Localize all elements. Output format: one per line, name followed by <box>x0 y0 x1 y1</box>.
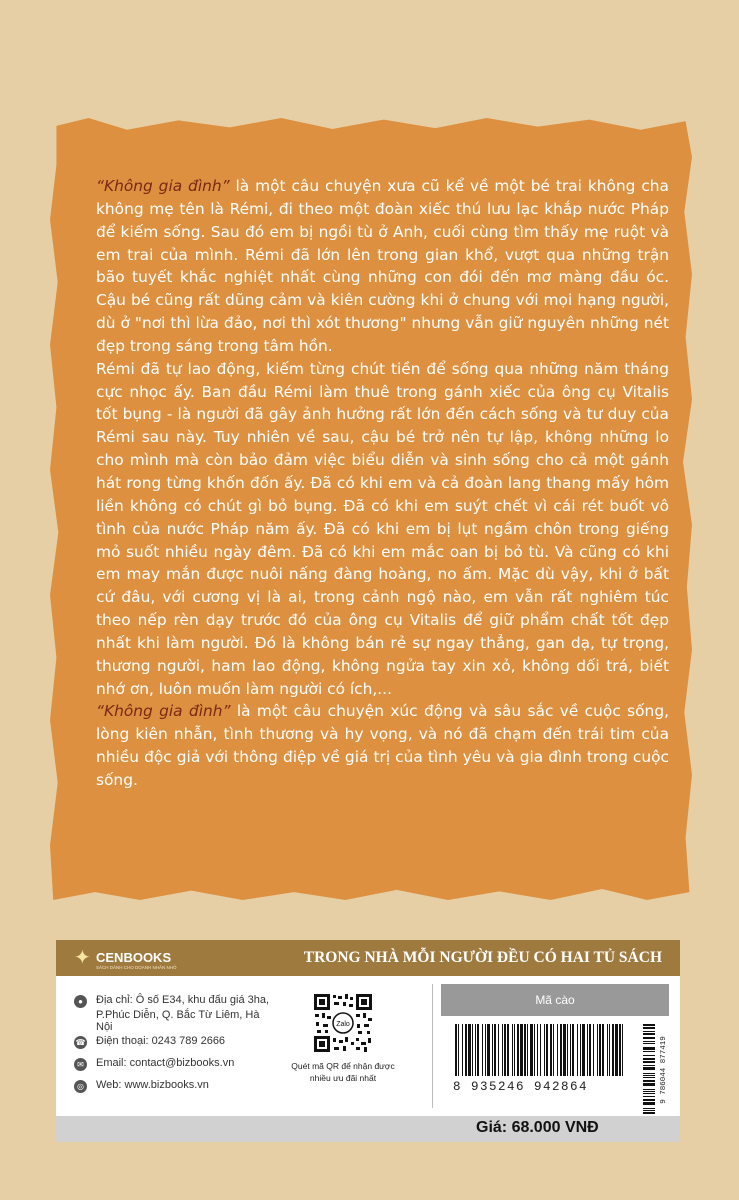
price-label: Giá: 68.000 VNĐ <box>476 1119 599 1136</box>
publisher-band <box>56 940 680 976</box>
paragraph-1-text: là một câu chuyện xưa cũ kể về một bé trai không cha không mẹ tên là Rémi, đi theo một đoàn xiếc thú lưu lạc khắp nước Pháp để kiếm sống. Sau đó em bị ngồi tù ở Anh, cuối cùng tìm thấy mẹ ruột và em trai của mình. Rémi đã lớn lên trong gian khổ, vượt qua những trận bão tuyết khắc nghiệt nhất cùng những con đói đến mơ màng đầu óc. Cậu bé cũng rất dũng cảm và kiên cường khi ở chung với mọi hạng người, dù ở "nơi thì lừa đảo, nơi thì xót thương" nhưng vẫn giữ nguyên những nét đẹp trong sáng trong tâm hồn. <box>96 177 669 355</box>
isbn-barcode <box>455 1024 625 1076</box>
qr-caption <box>290 1060 396 1084</box>
qr-caption-line-1: Quét mã QR để nhận được <box>291 1061 395 1071</box>
star-person-icon: ✦ <box>74 945 91 969</box>
scratch-code-field[interactable]: Mã cào <box>441 984 669 1016</box>
address-row <box>74 994 274 1032</box>
publisher-info-area <box>56 976 680 1116</box>
web-text: Web: www.bizbooks.vn <box>96 1079 209 1091</box>
description-paragraph-3 <box>96 700 669 791</box>
contact-block <box>74 994 274 1101</box>
mail-icon: ✉ <box>74 1058 87 1071</box>
publisher-name: CENBOOKS <box>96 950 172 965</box>
web-row <box>74 1079 274 1101</box>
side-barcode-number: 9 786044 877419 <box>660 1036 668 1104</box>
publisher-tagline: SÁCH DÀNH CHO DOANH NHÂN NHỎ <box>96 965 177 970</box>
email-row <box>74 1057 274 1079</box>
globe-icon: ◎ <box>74 1080 87 1093</box>
paragraph-3-text: là một câu chuyện xúc động và sâu sắc về cuộc sống, lòng kiên nhẫn, tình thương và hy vọng, và nó đã chạm đến trái tim của nhiều độc giả với thông điệp về giá trị của tình yêu và gia đình trong cuộc sống. <box>96 702 669 789</box>
phone-row <box>74 1035 274 1057</box>
isbn-number: 8 935246 942864 <box>453 1080 589 1094</box>
email-text: Email: contact@bizbooks.vn <box>96 1057 235 1069</box>
book-description <box>96 175 669 792</box>
description-paragraph-1 <box>96 175 669 358</box>
book-title-quote-2: “Không gia đình” <box>96 702 231 721</box>
barcode-panel <box>432 984 677 1108</box>
description-paragraph-2: Rémi đã tự lao động, kiếm từng chút tiền để sống qua những năm tháng cực nhọc ấy. Ban đầu Rémi làm thuê trong gánh xiếc của ông cụ Vitalis tốt bụng - là người đã gây ảnh hưởng rất lớn đến cách sống và tư duy của Rémi sau này. Tuy nhiên về sau, cậu bé trở nên tự lập, không những lo cho mình mà còn bảo đảm việc biểu diễn và sinh sống cho cả một gánh hát rong từng khốn đốn ấy. Đã có khi em và cả đoàn lang thang mấy hôm liền không có chút gì bỏ bụng. Đã có khi em suýt chết vì cái rét buốt vô tình của nước Pháp năm ấy. Đã có khi em bị lụt ngầm chôn trong giếng mỏ suốt nhiều ngày đêm. Đã có khi em mắc oan bị bỏ tù. Và cũng có khi em may mắn được nuôi nấng đàng hoàng, no ấm. Mặc dù vậy, khi ở bất cứ đâu, với cương vị là ai, trong cảnh ngộ nào, em vẫn rất nghiêm túc theo nếp rèn dạy trước đó của ông cụ Vitalis để giữ phẩm chất tốt đẹp nhất khi làm người. Đó là không bán rẻ sự ngay thẳng, gan dạ, tự trọng, thương người, ham lao động, không ngửa tay xin xỏ, không dối trá, biết nhớ ơn, luôn muốn làm người có ích,... <box>96 359 669 698</box>
address-line-1: Địa chỉ: Ô số E34, khu đấu giá 3ha, <box>96 994 270 1006</box>
address-line-2: P.Phúc Diễn, Q. Bắc Từ Liêm, Hà Nội <box>96 1009 260 1033</box>
price-band <box>56 1116 680 1142</box>
side-barcode <box>643 1024 669 1116</box>
book-title-quote: “Không gia đình” <box>96 177 230 195</box>
zalo-label: Zalo <box>336 1021 350 1028</box>
location-icon: ● <box>74 995 87 1008</box>
qr-caption-line-2: nhiều ưu đãi nhất <box>309 1073 377 1083</box>
phone-icon: ☎ <box>75 1038 86 1047</box>
publisher-slogan: TRONG NHÀ MỖI NGƯỜI ĐỀU CÓ HAI TỦ SÁCH <box>303 949 662 966</box>
qr-code[interactable] <box>314 994 372 1052</box>
phone-text: Điện thoại: 0243 789 2666 <box>96 1035 226 1047</box>
